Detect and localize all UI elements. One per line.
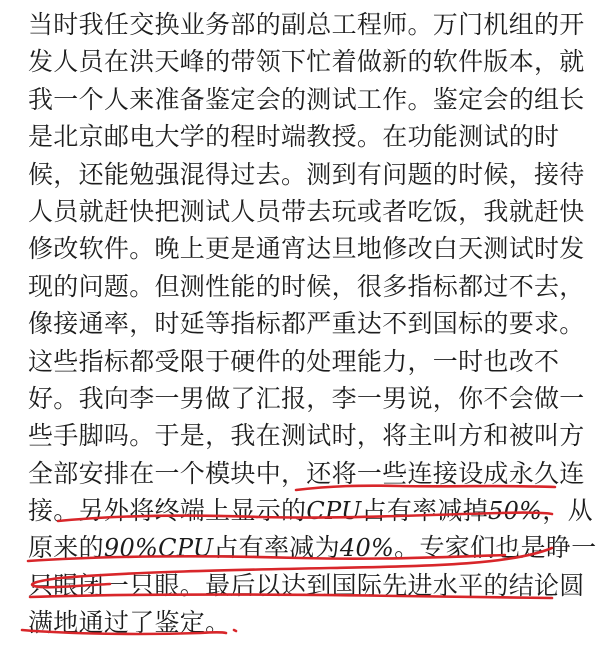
text-run: 全部安排在一个模块中，还将一些连接设成永久连 (28, 458, 585, 488)
text-run: 当时我任交换业务部的副总工程师。万门机组的开 (28, 10, 585, 39)
text-line (28, 305, 585, 342)
latin-text-run: 50% (488, 497, 543, 526)
text-run: 人员就赶快把测试人员带去玩或者吃饭，我就赶快 (28, 196, 585, 226)
text-line (28, 230, 585, 267)
text-run: 发人员在洪天峰的带领下忙着做新的软件版本，就 (28, 47, 585, 77)
text-line (28, 118, 580, 155)
text-run: 好。我向李一男做了汇报，李一男说，你不会做一 (28, 383, 585, 413)
text-line (28, 380, 585, 417)
text-line (28, 604, 580, 641)
latin-text-run: CPU (306, 497, 362, 526)
text-run: 接。另外将终端上显示的 (28, 496, 307, 526)
text-run: 些手脚吗。于是，我在测试时，将主叫方和被叫方 (28, 421, 585, 451)
text-line (28, 567, 585, 604)
text-run: 这些指标都受限于硬件的处理能力，一时也改不 (28, 346, 560, 376)
text-run: 占有率减为 (213, 533, 340, 563)
text-run: 我一个人来准备鉴定会的测试工作。鉴定会的组长 (28, 84, 585, 114)
text-run: 。专家们也是睁一 (394, 533, 597, 563)
text-line (28, 156, 585, 193)
text-line (28, 455, 585, 492)
text-run: 原来的 (28, 533, 104, 563)
text-run: 满地通过了鉴定。 (28, 608, 231, 638)
text-line (28, 81, 585, 118)
latin-text-run: 40% (339, 534, 395, 563)
text-line (28, 343, 580, 380)
text-line (28, 193, 585, 230)
text-run: 占有率减掉 (361, 496, 489, 526)
text-line (28, 268, 585, 305)
text-line (28, 6, 585, 43)
text-run: 是北京邮电大学的程时端教授。在功能测试的时 (28, 122, 560, 152)
text-run: 候，还能勉强混得过去。测到有问题的时候，接待 (28, 159, 585, 189)
text-line (28, 417, 585, 454)
text-run: 修改软件。晚上更是通宵达旦地修改白天测试时发 (28, 234, 585, 264)
article-paragraph (28, 6, 597, 642)
latin-text-run: 90%CPU (103, 534, 214, 563)
text-run: ，从 (542, 496, 593, 526)
text-line (28, 43, 585, 80)
text-run: 只眼闭一只眼。最后以达到国际先进水平的结论圆 (28, 570, 585, 600)
text-line (28, 529, 597, 566)
text-run: 现的问题。但测性能的时候，很多指标都过不去， (28, 271, 585, 301)
text-line (28, 492, 593, 529)
text-run: 像接通率，时延等指标都严重达不到国标的要求。 (28, 309, 585, 339)
